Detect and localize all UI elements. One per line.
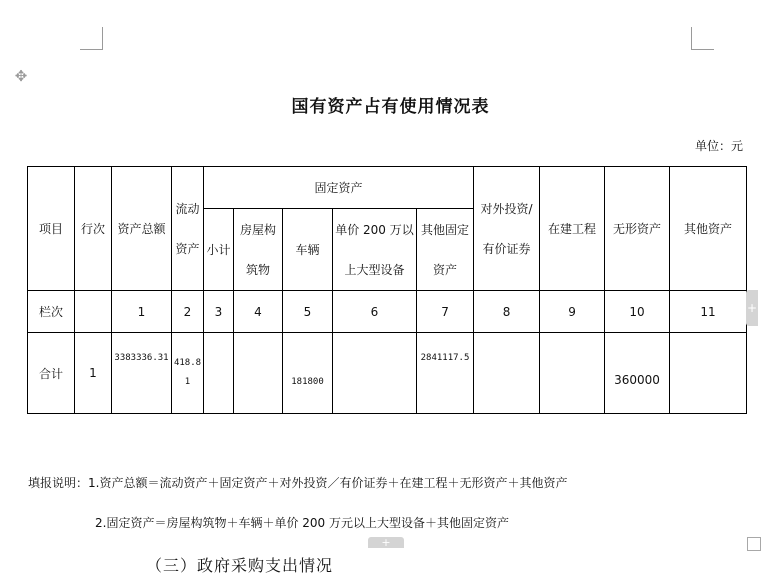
table-move-handle-icon[interactable]: ✥ <box>14 67 28 85</box>
header-construction: 在建工程 <box>540 167 605 291</box>
asset-table <box>27 166 747 414</box>
column-number: 9 <box>540 291 605 333</box>
total-vehicles-value: 181800 <box>283 333 333 414</box>
column-number: 3 <box>204 291 234 333</box>
total-construction-value <box>540 333 605 414</box>
total-current-assets-line2: 1 <box>184 377 191 387</box>
page-title: 国有资产占有使用情况表 <box>291 97 490 117</box>
header-current-assets-line2: 资产 <box>175 241 200 256</box>
header-subtotal: 小计 <box>204 209 234 291</box>
total-line-no: 1 <box>75 333 112 414</box>
column-number: 10 <box>605 291 670 333</box>
header-other-fixed <box>417 209 474 291</box>
header-investments-line2: 有价证券 <box>482 241 531 256</box>
total-current-assets-value <box>172 333 204 414</box>
header-large-equipment <box>333 209 417 291</box>
column-number: 5 <box>283 291 333 333</box>
header-current-assets <box>172 167 204 291</box>
total-row-label: 合计 <box>28 333 75 414</box>
column-number: 1 <box>112 291 172 333</box>
total-large-equipment-value <box>333 333 417 414</box>
column-number: 8 <box>474 291 540 333</box>
column-row-label: 栏次 <box>28 291 75 333</box>
header-other-assets: 其他资产 <box>670 167 747 291</box>
total-investments-value <box>474 333 540 414</box>
fill-note-2: 2.固定资产＝房屋构筑物＋车辆＋单价 200 万元以上大型设备＋其他固定资产 <box>95 516 509 530</box>
column-number: 11 <box>670 291 747 333</box>
header-other-fixed-line1: 其他固定 <box>421 222 470 237</box>
header-intangible: 无形资产 <box>605 167 670 291</box>
total-assets-value: 3383336.31 <box>112 333 172 414</box>
expand-right-icon[interactable]: + <box>746 290 758 326</box>
total-intangible-value: 360000 <box>605 333 670 414</box>
unit-label: 单位：元 <box>694 139 743 153</box>
header-large-equipment-line1: 单价 200 万以 <box>335 222 414 237</box>
header-investments-line1: 对外投资/ <box>480 201 533 216</box>
crop-mark-top-left <box>80 27 103 50</box>
table-resize-corner-icon[interactable] <box>747 537 761 551</box>
header-fixed-assets: 固定资产 <box>204 167 474 209</box>
header-line-no: 行次 <box>75 167 112 291</box>
header-investments <box>474 167 540 291</box>
fill-note-1: 填报说明：1.资产总额＝流动资产＋固定资产＋对外投资／有价证券＋在建工程＋无形资产＋其他资产 <box>28 476 568 490</box>
total-other-fixed-value: 2841117.5 <box>417 333 474 414</box>
header-other-fixed-line2: 资产 <box>433 262 458 277</box>
expand-bottom-icon[interactable]: + <box>368 537 404 548</box>
next-section-heading: （三）政府采购支出情况 <box>146 556 334 575</box>
column-number: 4 <box>234 291 283 333</box>
header-current-assets-line1: 流动 <box>175 201 200 216</box>
total-current-assets-line1: 418.8 <box>173 358 202 368</box>
column-number-row <box>28 291 747 333</box>
column-number: 7 <box>417 291 474 333</box>
total-row <box>28 333 747 414</box>
header-total-assets: 资产总额 <box>112 167 172 291</box>
total-buildings-value <box>234 333 283 414</box>
header-buildings-line1: 房屋构 <box>239 222 276 237</box>
header-item: 项目 <box>28 167 75 291</box>
header-vehicles: 车辆 <box>283 209 333 291</box>
total-other-assets-value <box>670 333 747 414</box>
column-number: 2 <box>172 291 204 333</box>
header-large-equipment-line2: 上大型设备 <box>344 262 405 277</box>
header-buildings-line2: 筑物 <box>245 262 270 277</box>
header-buildings <box>234 209 283 291</box>
total-subtotal-value <box>204 333 234 414</box>
crop-mark-top-right <box>691 27 714 50</box>
column-number-empty <box>75 291 112 333</box>
column-number: 6 <box>333 291 417 333</box>
